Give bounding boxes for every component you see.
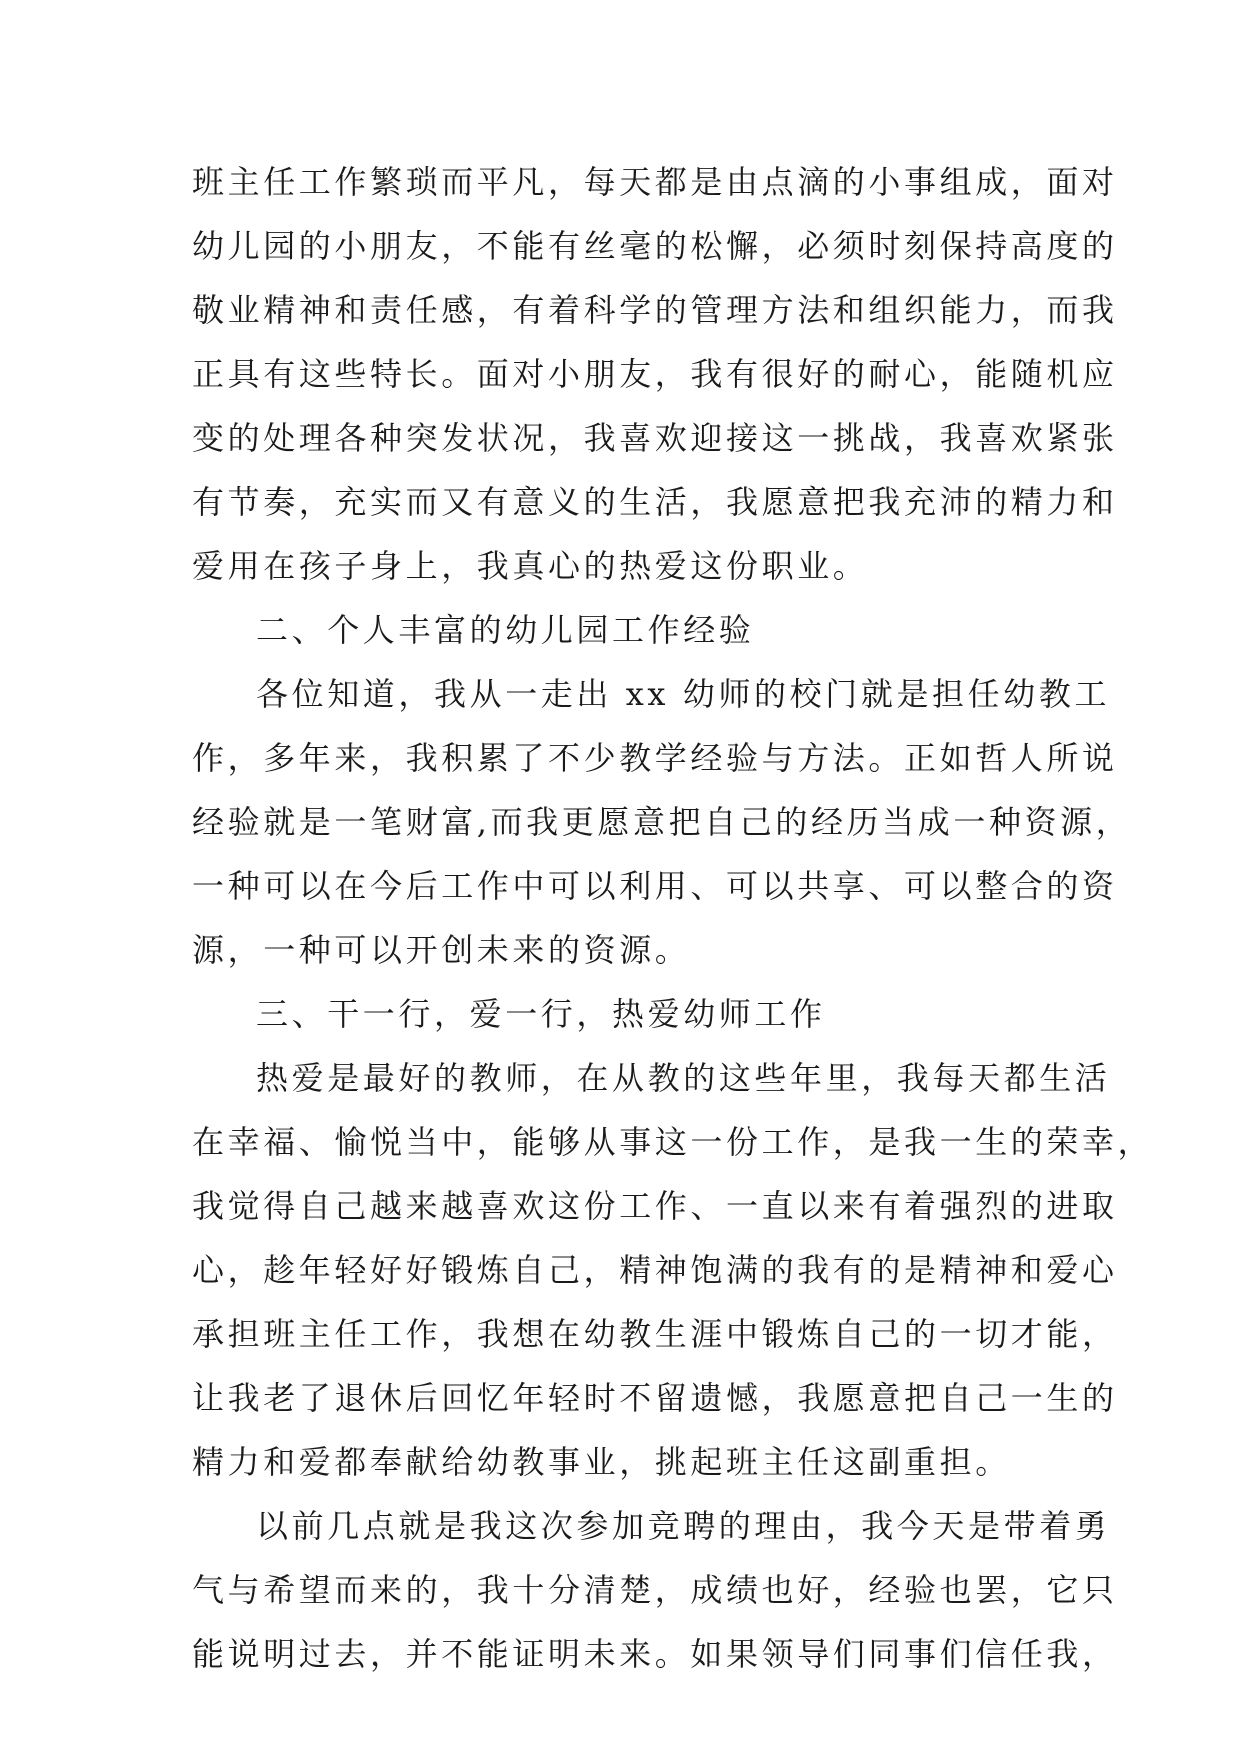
paragraph-line: 班主任工作繁琐而平凡，每天都是由点滴的小事组成，面对 [192,163,1118,201]
paragraph-line: 敬业精神和责任感，有着科学的管理方法和组织能力，而我 [192,291,1118,329]
paragraph-line: 各位知道，我从一走出 xx 幼师的校门就是担任幼教工 [256,675,1111,713]
paragraph-line: 作，多年来，我积累了不少教学经验与方法。正如哲人所说 [192,739,1118,777]
paragraph-line: 变的处理各种突发状况，我喜欢迎接这一挑战，我喜欢紧张 [192,419,1118,457]
paragraph-line: 爱用在孩子身上，我真心的热爱这份职业。 [192,547,869,585]
paragraph-line: 精力和爱都奉献给幼教事业，挑起班主任这副重担。 [192,1443,1011,1481]
paragraph-line: 让我老了退休后回忆年轻时不留遗憾，我愿意把自己一生的 [192,1379,1118,1417]
paragraph-line: 承担班主任工作，我想在幼教生涯中锻炼自己的一切才能， [192,1315,1118,1353]
section-heading: 三、干一行，爱一行，热爱幼师工作 [256,995,826,1033]
section-heading: 二、个人丰富的幼儿园工作经验 [256,611,755,649]
document-body [192,150,1154,1686]
paragraph-line: 心，趁年轻好好锻炼自己，精神饱满的我有的是精神和爱心 [192,1251,1118,1289]
paragraph-line: 气与希望而来的，我十分清楚，成绩也好，经验也罢，它只 [192,1571,1118,1609]
paragraph-line: 能说明过去，并不能证明未来。如果领导们同事们信任我， [192,1635,1118,1673]
paragraph-line: 我觉得自己越来越喜欢这份工作、一直以来有着强烈的进取 [192,1187,1118,1225]
paragraph-line: 在幸福、愉悦当中，能够从事这一份工作，是我一生的荣幸， [192,1123,1154,1161]
paragraph-line: 热爱是最好的教师，在从教的这些年里，我每天都生活 [256,1059,1111,1097]
paragraph-line: 有节奏，充实而又有意义的生活，我愿意把我充沛的精力和 [192,483,1118,521]
paragraph-line: 幼儿园的小朋友，不能有丝毫的松懈，必须时刻保持高度的 [192,227,1118,265]
paragraph-line: 正具有这些特长。面对小朋友，我有很好的耐心，能随机应 [192,355,1118,393]
paragraph-line: 源，一种可以开创未来的资源。 [192,931,691,969]
paragraph-line: 以前几点就是我这次参加竞聘的理由，我今天是带着勇 [256,1507,1111,1545]
paragraph-line: 一种可以在今后工作中可以利用、可以共享、可以整合的资 [192,867,1118,905]
paragraph-line: 经验就是一笔财富,而我更愿意把自己的经历当成一种资源， [192,803,1132,841]
